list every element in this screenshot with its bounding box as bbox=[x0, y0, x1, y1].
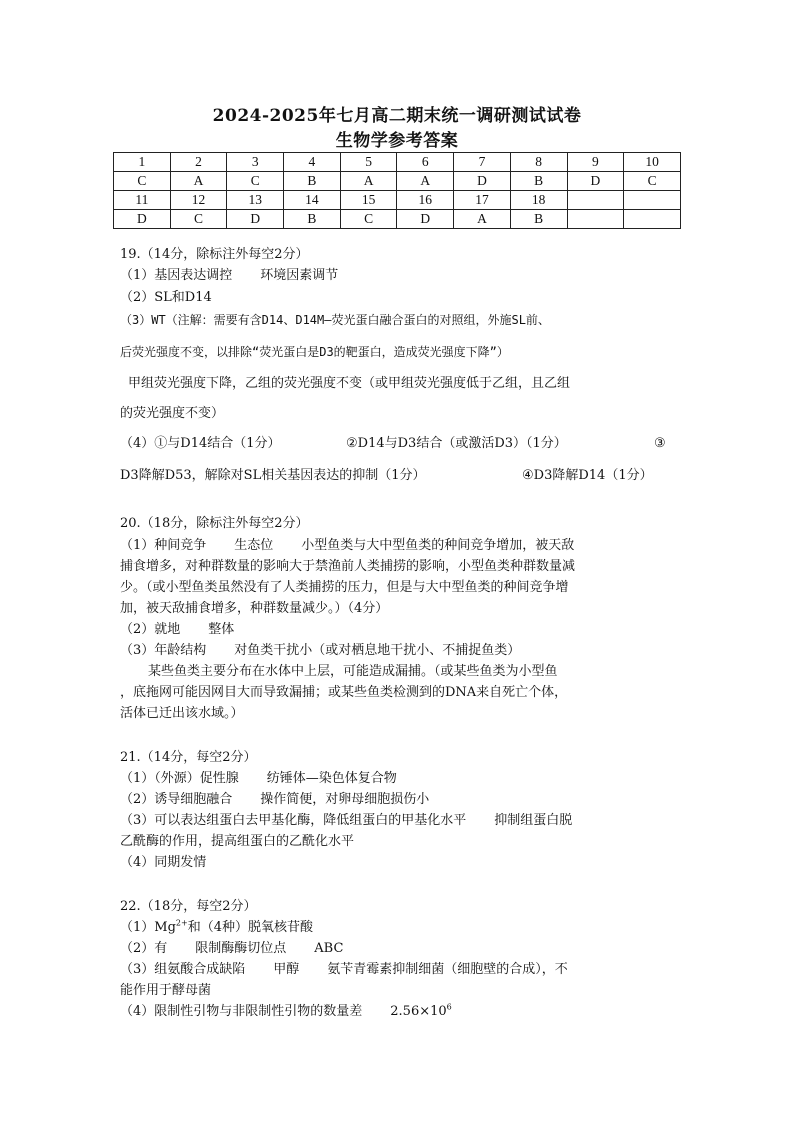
q22-p2-b: 限制酶酶切位点 bbox=[195, 941, 287, 956]
answer-table bbox=[113, 152, 681, 229]
q22-p3-b: 甲醇 bbox=[273, 962, 300, 977]
answer-table-number-row bbox=[114, 191, 681, 210]
q22-header: 22.（18分，每空2分） bbox=[120, 899, 257, 914]
answer-table-cell: 7 bbox=[454, 153, 511, 172]
q22-p2-a: （2）有 bbox=[120, 941, 168, 956]
answer-table-cell: B bbox=[284, 172, 341, 191]
answer-table-cell bbox=[567, 191, 624, 210]
answer-table-cell: A bbox=[454, 210, 511, 229]
q20-part3-line3: ，底拖网可能因网目大而导致漏捕；或某些鱼类检测到的DNA来自死亡个体， bbox=[120, 685, 568, 700]
answer-table-cell: C bbox=[170, 210, 227, 229]
q20-p1-a: （1）种间竞争 bbox=[120, 538, 207, 553]
q19-p4-c: ③ bbox=[654, 436, 666, 451]
exam-subtitle: 生物学参考答案 bbox=[335, 131, 459, 151]
answer-table-cell: 18 bbox=[510, 191, 567, 210]
answer-table-cell: A bbox=[397, 172, 454, 191]
answer-table-cell: B bbox=[510, 172, 567, 191]
answer-table-choice-row bbox=[114, 172, 681, 191]
q19-p4-d: D3降解D53，解除对SL相关基因表达的抑制（1分） bbox=[120, 468, 426, 483]
q20-p1-c: 小型鱼类与大中型鱼类的种间竞争增加，被天敌 bbox=[301, 538, 575, 553]
q19-part3-line4: 的荧光强度不变） bbox=[120, 406, 225, 421]
q20-part1-line1 bbox=[120, 536, 574, 556]
q22-part4 bbox=[120, 1002, 452, 1022]
answer-table-number-row bbox=[114, 153, 681, 172]
q20-part1-line2: 捕食增多，对种群数量的影响大于禁渔前人类捕捞的影响，小型鱼类种群数量减 bbox=[120, 559, 576, 574]
q22-p4-sup: 6 bbox=[446, 1002, 452, 1012]
q20-part1-line3: 少。（或小型鱼类虽然没有了人类捕捞的压力，但是与大中型鱼类的种间竞争增 bbox=[120, 580, 569, 595]
q20-part2 bbox=[120, 620, 234, 640]
q22-part1 bbox=[120, 918, 313, 938]
answer-table-cell: C bbox=[624, 172, 681, 191]
answer-table-cell: 5 bbox=[340, 153, 397, 172]
answer-table-cell: D bbox=[567, 172, 624, 191]
q21-part3-line2: 乙酰酶的作用，提高组蛋白的乙酰化水平 bbox=[120, 834, 355, 849]
q21-part1 bbox=[120, 769, 397, 789]
answer-table-cell: C bbox=[340, 210, 397, 229]
q19-part4-line1 bbox=[120, 434, 668, 454]
q19-part3-line1: （3）WT（注解：需要有含D14、D14M—荧光蛋白融合蛋白的对照组，外施SL前、 bbox=[120, 313, 550, 327]
answer-table-cell: D bbox=[114, 210, 171, 229]
q21-part2 bbox=[120, 790, 429, 810]
answer-table-cell bbox=[624, 191, 681, 210]
answer-table-cell: 4 bbox=[284, 153, 341, 172]
q20-part3-line1 bbox=[120, 641, 520, 661]
answer-table-cell: 17 bbox=[454, 191, 511, 210]
q22-part3-line2: 能作用于酵母菌 bbox=[120, 983, 212, 998]
answer-table-cell: D bbox=[454, 172, 511, 191]
q22-part2 bbox=[120, 939, 343, 959]
q19-p4-b: ②D14与D3结合（或激活D3）（1分） bbox=[346, 436, 567, 451]
answer-table-choice-row bbox=[114, 210, 681, 229]
answer-table-cell: 6 bbox=[397, 153, 454, 172]
q20-p3-b: 对鱼类干扰小（或对栖息地干扰小、不捕捉鱼类） bbox=[234, 643, 521, 658]
q21-p2-a: （2）诱导细胞融合 bbox=[120, 792, 233, 807]
answer-table-cell: 2 bbox=[170, 153, 227, 172]
answer-table-cell: 15 bbox=[340, 191, 397, 210]
answer-table-cell: C bbox=[114, 172, 171, 191]
q22-p1-sup: 2+ bbox=[175, 918, 188, 928]
q21-p3-a: （3）可以表达组蛋白去甲基化酶，降低组蛋白的甲基化水平 bbox=[120, 813, 467, 828]
q20-header: 20.（18分，除标注外每空2分） bbox=[120, 516, 309, 531]
answer-table-cell: 10 bbox=[624, 153, 681, 172]
answer-table-cell: 1 bbox=[114, 153, 171, 172]
q20-part3-line4: 活体已迁出该水域。） bbox=[120, 706, 244, 721]
answer-table-cell: A bbox=[340, 172, 397, 191]
q19-part2: （2）SL和D14 bbox=[120, 290, 212, 305]
q19-p4-a: （4）①与D14结合（1分） bbox=[120, 436, 281, 451]
q21-part3-line1 bbox=[120, 811, 572, 831]
q20-p2-a: （2）就地 bbox=[120, 622, 181, 637]
q20-p1-b: 生态位 bbox=[234, 538, 274, 553]
answer-table-cell: C bbox=[227, 172, 284, 191]
q20-part3-line2: 某些鱼类主要分布在水体中上层，可能造成漏捕。（或某些鱼类为小型鱼 bbox=[148, 664, 558, 679]
answer-table-cell: B bbox=[284, 210, 341, 229]
answer-table-cell: 12 bbox=[170, 191, 227, 210]
q22-p1-post: 和（4种）脱氧核苷酸 bbox=[187, 920, 313, 935]
answer-table-cell: D bbox=[397, 210, 454, 229]
exam-title: 2024-2025年七月高二期末统一调研测试试卷 bbox=[212, 106, 582, 126]
answer-table-cell: D bbox=[227, 210, 284, 229]
q19-part3-line3: 甲组荧光强度下降，乙组的荧光强度不变（或甲组荧光强度低于乙组，且乙组 bbox=[128, 376, 571, 391]
answer-table-cell: 3 bbox=[227, 153, 284, 172]
q19-header: 19.（14分，除标注外每空2分） bbox=[120, 247, 309, 262]
q20-p3-a: （3）年龄结构 bbox=[120, 643, 207, 658]
answer-table-cell: 9 bbox=[567, 153, 624, 172]
q22-p4-a: （4）限制性引物与非限制性引物的数量差 bbox=[120, 1004, 363, 1019]
q22-p3-a: （3）组氨酸合成缺陷 bbox=[120, 962, 246, 977]
q21-p1-b: 纺锤体—染色体复合物 bbox=[266, 771, 397, 786]
q20-p2-b: 整体 bbox=[208, 622, 235, 637]
q21-p1-a: （1）（外源）促性腺 bbox=[120, 771, 239, 786]
answer-table-cell bbox=[624, 210, 681, 229]
q22-p3-c: 氨苄青霉素抑制细菌（细胞壁的合成），不 bbox=[327, 962, 568, 977]
answer-table-cell: 13 bbox=[227, 191, 284, 210]
q19-p1-a: （1）基因表达调控 bbox=[120, 268, 233, 283]
q21-header: 21.（14分，每空2分） bbox=[120, 750, 257, 765]
answer-table-cell: 16 bbox=[397, 191, 454, 210]
q21-p3-b: 抑制组蛋白脱 bbox=[494, 813, 573, 828]
q22-p4-base: 2.56×10 bbox=[390, 1004, 447, 1019]
q19-p4-e: ④D3降解D14（1分） bbox=[522, 468, 653, 483]
q21-part4: （4）同期发情 bbox=[120, 855, 207, 870]
answer-table-cell: 11 bbox=[114, 191, 171, 210]
q19-part1 bbox=[120, 266, 338, 286]
q21-p2-b: 操作简便，对卵母细胞损伤小 bbox=[260, 792, 430, 807]
answer-table-cell: B bbox=[510, 210, 567, 229]
q19-part3-line2: 后荧光强度不变，以排除“荧光蛋白是D3的靶蛋白，造成荧光强度下降”） bbox=[120, 345, 509, 359]
q19-part4-line2 bbox=[120, 466, 668, 486]
q22-p1-pre: （1）Mg bbox=[120, 920, 176, 935]
q22-part3-line1 bbox=[120, 960, 568, 980]
q20-part1-line4: 加，被天敌捕食增多，种群数量减少。）（4分） bbox=[120, 601, 389, 616]
answer-table-cell: 14 bbox=[284, 191, 341, 210]
q22-p2-c: ABC bbox=[314, 941, 344, 956]
answer-table-cell bbox=[567, 210, 624, 229]
q19-p1-b: 环境因素调节 bbox=[260, 268, 339, 283]
answer-table-cell: 8 bbox=[510, 153, 567, 172]
answer-table-cell: A bbox=[170, 172, 227, 191]
